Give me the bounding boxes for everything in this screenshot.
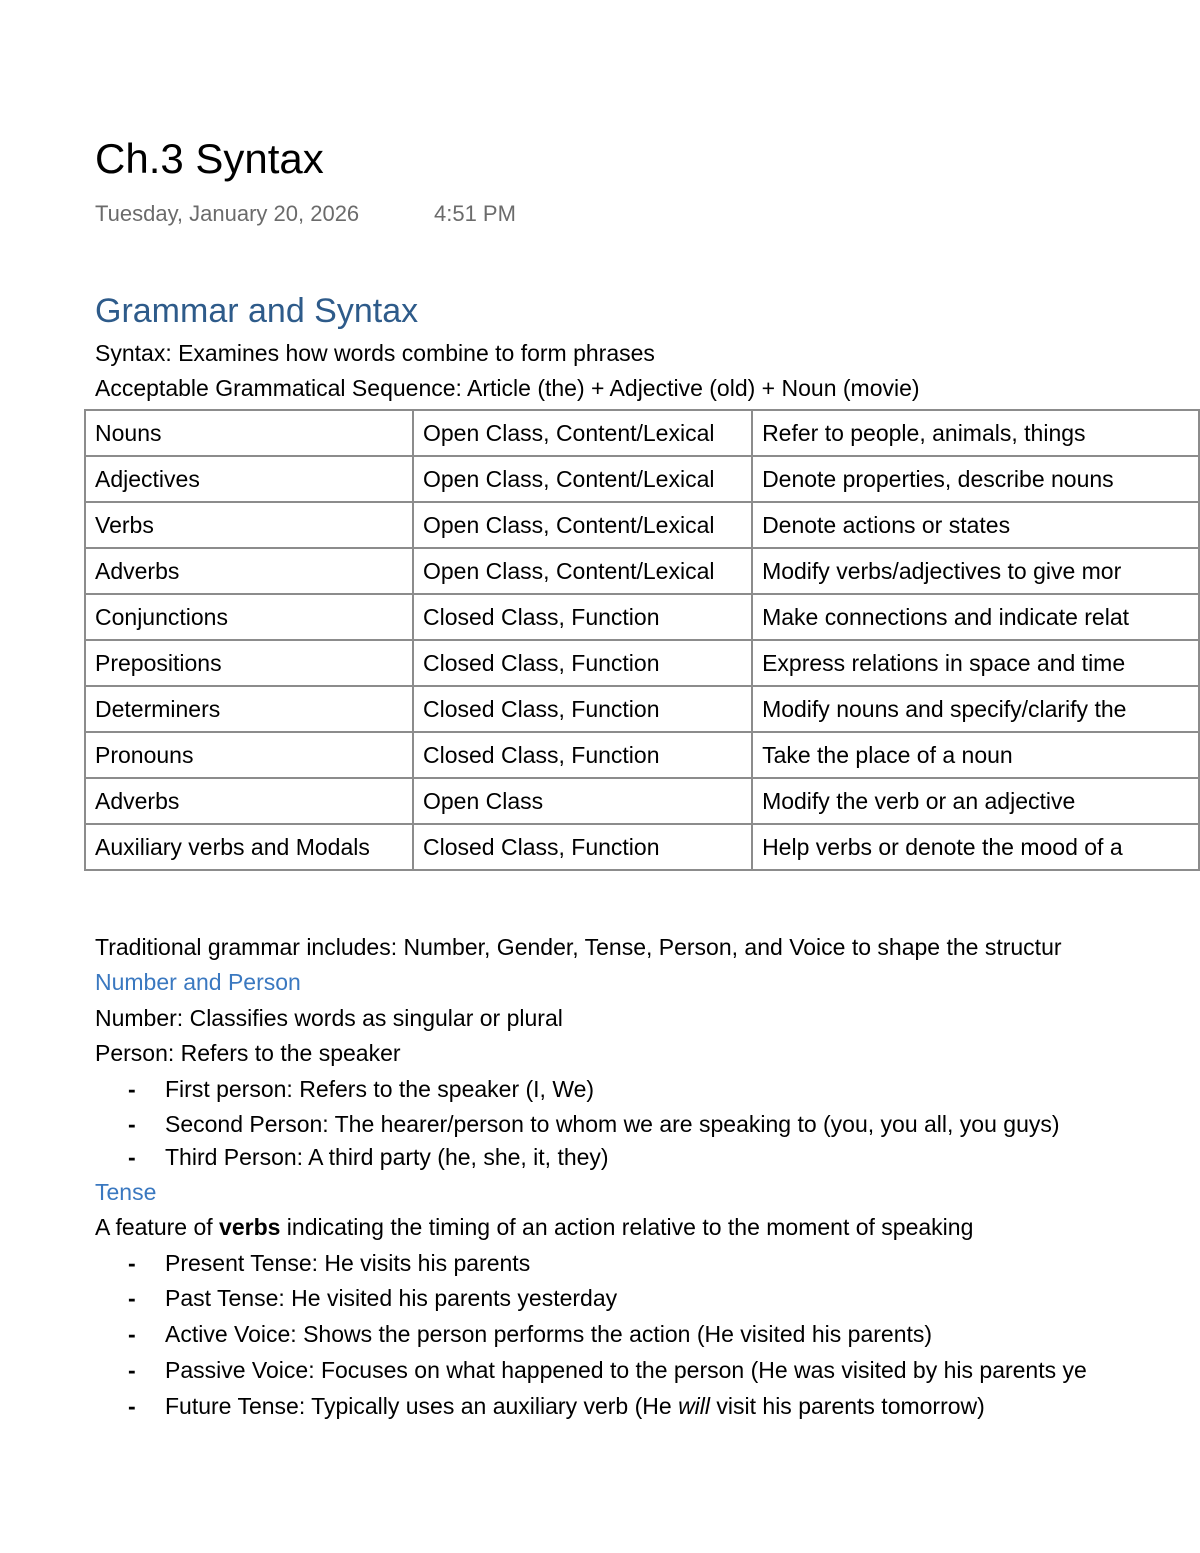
table-row	[85, 778, 1199, 824]
class-type-cell: Closed Class, Function	[413, 686, 752, 732]
bullet-dash: -	[128, 1144, 136, 1170]
class-type-cell: Open Class, Content/Lexical	[413, 548, 752, 594]
word-class-cell: Conjunctions	[85, 594, 413, 640]
class-type-cell: Closed Class, Function	[413, 824, 752, 870]
page-date: Tuesday, January 20, 2026	[95, 201, 360, 226]
word-class-table	[84, 409, 1200, 871]
class-type-cell: Open Class	[413, 778, 752, 824]
person-definition: Person: Refers to the speaker	[95, 1040, 401, 1066]
table-row	[85, 502, 1199, 548]
page-time: 4:51 PM	[434, 201, 516, 226]
traditional-grammar-line: Traditional grammar includes: Number, Gender, Tense, Person, and Voice to shape the structur	[95, 934, 1062, 960]
description-cell: Modify the verb or an adjective	[752, 778, 1199, 824]
table-row	[85, 548, 1199, 594]
number-person-heading: Number and Person	[95, 969, 301, 995]
word-class-cell: Verbs	[85, 502, 413, 548]
bullet-dash: -	[128, 1250, 136, 1276]
table-row	[85, 594, 1199, 640]
tense-definition-bold: verbs	[219, 1214, 281, 1240]
description-cell: Express relations in space and time	[752, 640, 1199, 686]
description-cell: Denote actions or states	[752, 502, 1199, 548]
table-row	[85, 410, 1199, 456]
bullet-dash: -	[128, 1393, 136, 1419]
list-item-text: Second Person: The hearer/person to whom we are speaking to (you, you all, you guys)	[165, 1111, 1060, 1137]
table-row	[85, 640, 1199, 686]
list-item-text: Present Tense: He visits his parents	[165, 1250, 531, 1276]
table-row	[85, 824, 1199, 870]
class-type-cell: Open Class, Content/Lexical	[413, 410, 752, 456]
description-cell: Modify nouns and specify/clarify the	[752, 686, 1199, 732]
list-item-text: Passive Voice: Focuses on what happened to the person (He was visited by his parents ye	[165, 1357, 1087, 1383]
description-cell: Denote properties, describe nouns	[752, 456, 1199, 502]
section-heading: Grammar and Syntax	[95, 292, 419, 330]
list-item-text: First person: Refers to the speaker (I, We)	[165, 1076, 595, 1102]
list-item-text: Third Person: A third party (he, she, it, they)	[165, 1144, 609, 1170]
list-item-text	[165, 1390, 985, 1422]
page-title: Ch.3 Syntax	[95, 135, 324, 182]
table-row	[85, 686, 1199, 732]
description-cell: Make connections and indicate relat	[752, 594, 1199, 640]
grammatical-sequence: Acceptable Grammatical Sequence: Article (the) + Adjective (old) + Noun (movie)	[95, 375, 920, 401]
bullet-dash: -	[128, 1285, 136, 1311]
word-class-cell: Prepositions	[85, 640, 413, 686]
word-class-cell: Determiners	[85, 686, 413, 732]
syntax-definition: Syntax: Examines how words combine to form phrases	[95, 340, 655, 366]
bullet-dash: -	[128, 1076, 136, 1102]
description-cell: Modify verbs/adjectives to give mor	[752, 548, 1199, 594]
number-definition: Number: Classifies words as singular or plural	[95, 1005, 563, 1031]
tense-definition-start: A feature of	[95, 1214, 220, 1240]
tense-heading: Tense	[95, 1179, 157, 1205]
tense-definition-end: indicating the timing of an action relative to the moment of speaking	[280, 1214, 974, 1240]
class-type-cell: Open Class, Content/Lexical	[413, 502, 752, 548]
class-type-cell: Closed Class, Function	[413, 594, 752, 640]
word-class-cell: Pronouns	[85, 732, 413, 778]
word-class-cell: Nouns	[85, 410, 413, 456]
bullet-dash: -	[128, 1357, 136, 1383]
future-tense-italic: will	[678, 1393, 711, 1419]
list-item-text: Past Tense: He visited his parents yesterday	[165, 1285, 618, 1311]
tense-definition	[95, 1211, 973, 1243]
table-row	[85, 456, 1199, 502]
future-tense-end: visit his parents tomorrow)	[710, 1393, 985, 1419]
future-tense-start: Future Tense: Typically uses an auxiliary verb (He	[165, 1393, 679, 1419]
class-type-cell: Closed Class, Function	[413, 640, 752, 686]
word-class-cell: Adjectives	[85, 456, 413, 502]
word-class-cell: Adverbs	[85, 548, 413, 594]
description-cell: Help verbs or denote the mood of a	[752, 824, 1199, 870]
description-cell: Take the place of a noun	[752, 732, 1199, 778]
description-cell: Refer to people, animals, things	[752, 410, 1199, 456]
class-type-cell: Closed Class, Function	[413, 732, 752, 778]
bullet-dash: -	[128, 1321, 136, 1347]
word-class-cell: Auxiliary verbs and Modals	[85, 824, 413, 870]
class-type-cell: Open Class, Content/Lexical	[413, 456, 752, 502]
word-class-cell: Adverbs	[85, 778, 413, 824]
list-item-text: Active Voice: Shows the person performs the action (He visited his parents)	[165, 1321, 933, 1347]
table-row	[85, 732, 1199, 778]
bullet-dash: -	[128, 1111, 136, 1137]
